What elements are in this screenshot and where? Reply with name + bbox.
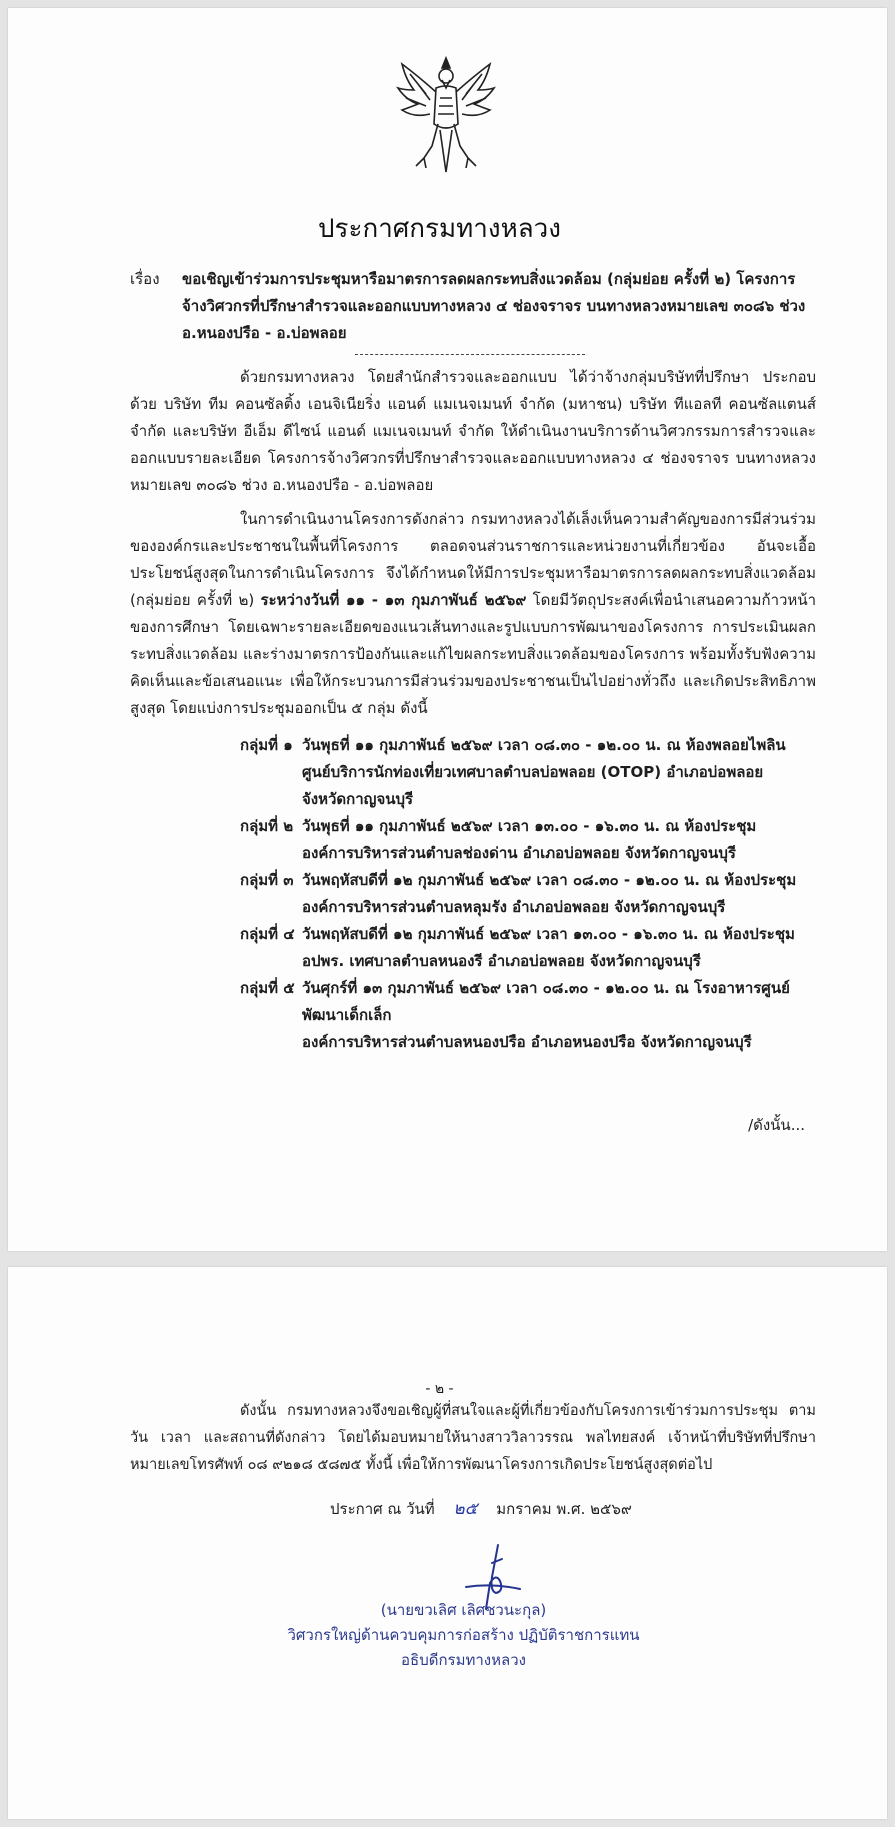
list-item <box>240 732 820 813</box>
document-page-2 <box>8 1267 887 1819</box>
list-item <box>240 867 820 921</box>
group-detail: องค์การบริหารส่วนตำบลหนองปรือ อำเภอหนองปรือ จังหวัดกาญจนบุรี <box>302 1033 752 1051</box>
signer-name: (นายขวเลิศ เลิศชวนะกุล) <box>380 1601 547 1619</box>
subject-block <box>130 266 816 347</box>
group-detail: วันพฤหัสบดีที่ ๑๒ กุมภาพันธ์ ๒๕๖๙ เวลา ๐๘.๓๐ - ๑๒.๐๐ น. ณ ห้องประชุม <box>302 871 797 889</box>
paragraph-3: ดังนั้น กรมทางหลวงจึงขอเชิญผู้ที่สนใจและผู้ที่เกี่ยวข้องกับโครงการเข้าร่วมการประชุม ตามวัน เวลา และสถานที่ดังกล่าว โดยได้มอบหมายให้นางสาววิลาวรรณ พลไทยสงค์ เจ้าหน้าที่บริษัทที่ปรึกษา หมายเลขโทรศัพท์ ๐๘ ๙๒๑๘ ๕๘๗๕ ทั้งนี้ เพื่อให้การพัฒนาโครงการเกิดประโยชน์สูงสุดต่อไป <box>130 1403 816 1473</box>
garuda-emblem-icon <box>396 54 496 176</box>
group-detail: องค์การบริหารส่วนตำบลช่องด่าน อำเภอบ่อพลอย จังหวัดกาญจนบุรี <box>302 844 736 862</box>
signer-position: วิศวกรใหญ่ด้านควบคุมการก่อสร้าง ปฏิบัติราชการแทน <box>287 1626 640 1644</box>
list-item <box>240 921 820 975</box>
meeting-group-list <box>240 732 820 1056</box>
document-title: ประกาศกรมทางหลวง <box>318 214 561 244</box>
group-label: กลุ่มที่ ๓ <box>240 871 294 889</box>
group-label: กลุ่มที่ ๑ <box>240 736 293 754</box>
group-label: กลุ่มที่ ๔ <box>240 925 295 943</box>
handwritten-day: ๒๕ <box>453 1499 478 1519</box>
group-detail: ศูนย์บริการนักท่องเที่ยวเทศบาลตำบลบ่อพลอย (OTOP) อำเภอบ่อพลอย <box>302 763 764 781</box>
announce-prefix: ประกาศ ณ วันที่ <box>330 1500 435 1518</box>
paragraph-2-part2: โดยมีวัตถุประสงค์เพื่อนำเสนอความก้าวหน้าของการศึกษา โดยเฉพาะรายละเอียดของแนวเส้นทางและรูปแบบการพัฒนาของโครงการ การประเมินผลกระทบสิ่งแวดล้อม และร่างมาตรการป้องกันและแก้ไขผลกระทบสิ่งแวดล้อมของโครงการ พร้อมทั้งรับฟังความคิดเห็นและข้อเสนอแนะ เพื่อให้กระบวนการมีส่วนร่วมของประชาชนเป็นไปอย่างทั่วถึง และเกิดประสิทธิภาพสูงสุด โดยแบ่งการประชุมออกเป็น ๕ กลุ่ม ดังนี้ <box>130 591 816 717</box>
group-detail: วันพุธที่ ๑๑ กุมภาพันธ์ ๒๕๖๙ เวลา ๑๓.๐๐ - ๑๖.๓๐ น. ณ ห้องประชุม <box>302 817 757 835</box>
group-label: กลุ่มที่ ๒ <box>240 817 294 835</box>
paragraph-2-part1: ในการดำเนินงานโครงการดังกล่าว กรมทางหลวงได้เล็งเห็นความสำคัญของการมีส่วนร่วมขององค์กรและประชาชนในพื้นที่โครงการ ตลอดจนส่วนราชการและหน่วยงานที่เกี่ยวข้อง อันจะเอื้อประโยชน์สูงสุดในการดำเนินโครงการ จึงได้กำหนดให้มีการประชุมหารือมาตรการลดผลกระทบสิ่งแวดล้อม (กลุ่มย่อย ครั้งที่ ๒) <box>130 510 816 609</box>
list-item <box>240 975 820 1056</box>
group-detail: วันศุกร์ที่ ๑๓ กุมภาพันธ์ ๒๕๖๙ เวลา ๐๘.๓๐ - ๑๒.๐๐ น. ณ โรงอาหารศูนย์พัฒนาเด็กเล็ก <box>302 979 790 1024</box>
announce-suffix: มกราคม พ.ศ. ๒๕๖๙ <box>496 1500 632 1518</box>
group-detail: องค์การบริหารส่วนตำบลหลุมรัง อำเภอบ่อพลอย จังหวัดกาญจนบุรี <box>302 898 726 916</box>
group-detail: จังหวัดกาญจนบุรี <box>302 790 414 808</box>
signer-org: อธิบดีกรมทางหลวง <box>401 1651 526 1669</box>
page-number: - ๒ - <box>425 1381 454 1397</box>
subject-label: เรื่อง <box>130 270 160 288</box>
subject-text: ขอเชิญเข้าร่วมการประชุมหารือมาตรการลดผลกระทบสิ่งแวดล้อม (กลุ่มย่อย ครั้งที่ ๒) โครงการจ้างวิศวกรที่ปรึกษาสำรวจและออกแบบทางหลวง ๔ ช่องจราจร บนทางหลวงหมายเลข ๓๐๘๖ ช่วง อ.หนองปรือ - อ.บ่อพลอย <box>182 270 806 342</box>
paragraph-1: ด้วยกรมทางหลวง โดยสำนักสำรวจและออกแบบ ได้ว่าจ้างกลุ่มบริษัทที่ปรึกษา ประกอบด้วย บริษัท ทีม คอนซัลติ้ง เอนจิเนียริ่ง แอนด์ แมเนจเมนท์ จำกัด (มหาชน) บริษัท ทีแอลที คอนซัลแตนส์ จำกัด และบริษัท อีเอ็ม ดีไซน์ แอนด์ แมเนจเมนท์ จำกัด ให้ดำเนินงานบริการด้านวิศวกรรมการสำรวจและออกแบบรายละเอียด โครงการจ้างวิศวกรที่ปรึกษาสำรวจและออกแบบทางหลวง ๔ ช่องจราจร บนทางหลวงหมายเลข ๓๐๘๖ ช่วง อ.หนองปรือ - อ.บ่อพลอย <box>130 368 816 494</box>
group-detail: อปพร. เทศบาลตำบลหนองรี อำเภอบ่อพลอย จังหวัดกาญจนบุรี <box>302 952 701 970</box>
list-item <box>240 813 820 867</box>
continuation-marker: /ดังนั้น... <box>748 1116 805 1134</box>
meeting-dates: ระหว่างวันที่ ๑๑ - ๑๓ กุมภาพันธ์ ๒๕๖๙ <box>260 591 527 609</box>
signature-block <box>0 1598 879 1673</box>
group-detail: วันพุธที่ ๑๑ กุมภาพันธ์ ๒๕๖๙ เวลา ๐๘.๓๐ - ๑๒.๐๐ น. ณ ห้องพลอยไพลิน <box>302 736 786 754</box>
announcement-date <box>330 1495 730 1522</box>
group-detail: วันพฤหัสบดีที่ ๑๒ กุมภาพันธ์ ๒๕๖๙ เวลา ๑๓.๐๐ - ๑๖.๓๐ น. ณ ห้องประชุม <box>302 925 795 943</box>
group-label: กลุ่มที่ ๕ <box>240 979 295 997</box>
divider-line <box>355 354 585 355</box>
paragraph-2 <box>130 506 816 722</box>
